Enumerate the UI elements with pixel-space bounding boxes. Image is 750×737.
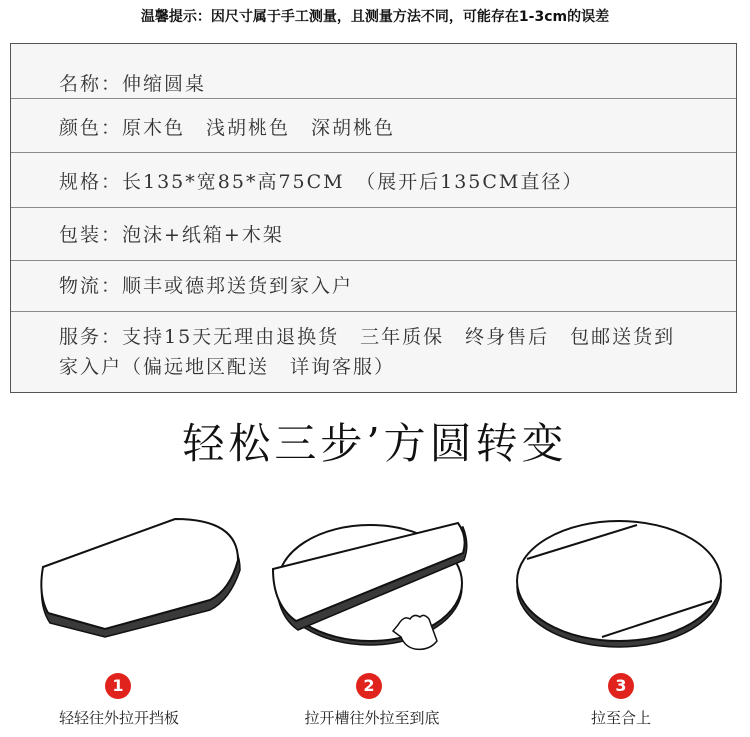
spec-color: 颜色：原木色 浅胡桃色 深胡桃色	[11, 99, 736, 153]
notice-banner: 温馨提示：因尺寸属于手工测量，且测量方法不同，可能存在1-3cm的误差	[140, 9, 610, 25]
step-number-3: 3	[608, 673, 634, 699]
headline-title: 轻松三步’方圆转变	[182, 419, 568, 468]
step-caption-3: 拉至合上	[590, 709, 651, 727]
half-table-icon	[10, 505, 250, 665]
round-table-icon	[507, 505, 747, 665]
spec-shipping: 物流：顺丰或德邦送货到家入户	[11, 261, 736, 312]
steps-section	[0, 505, 750, 737]
spec-package: 包装：泡沫+纸箱+木架	[11, 208, 736, 261]
spec-service-line1: 服务：支持15天无理由退换货 三年质保 终身售后 包邮送货到	[59, 326, 676, 348]
spec-service-line2: 家入户（偏远地区配送 详询客服）	[59, 356, 396, 378]
spec-service	[11, 312, 736, 394]
step-caption-1: 轻轻往外拉开挡板	[58, 709, 179, 727]
step-number-1: 1	[105, 673, 131, 699]
step-number-2: 2	[356, 673, 382, 699]
spec-table	[10, 43, 737, 393]
step-caption-2: 拉开槽往外拉至到底	[304, 709, 440, 727]
spec-size: 规格：长135*宽85*高75CM （展开后135CM直径）	[11, 153, 736, 208]
pull-table-icon	[258, 505, 498, 665]
spec-name: 名称：伸缩圆桌	[11, 44, 736, 99]
